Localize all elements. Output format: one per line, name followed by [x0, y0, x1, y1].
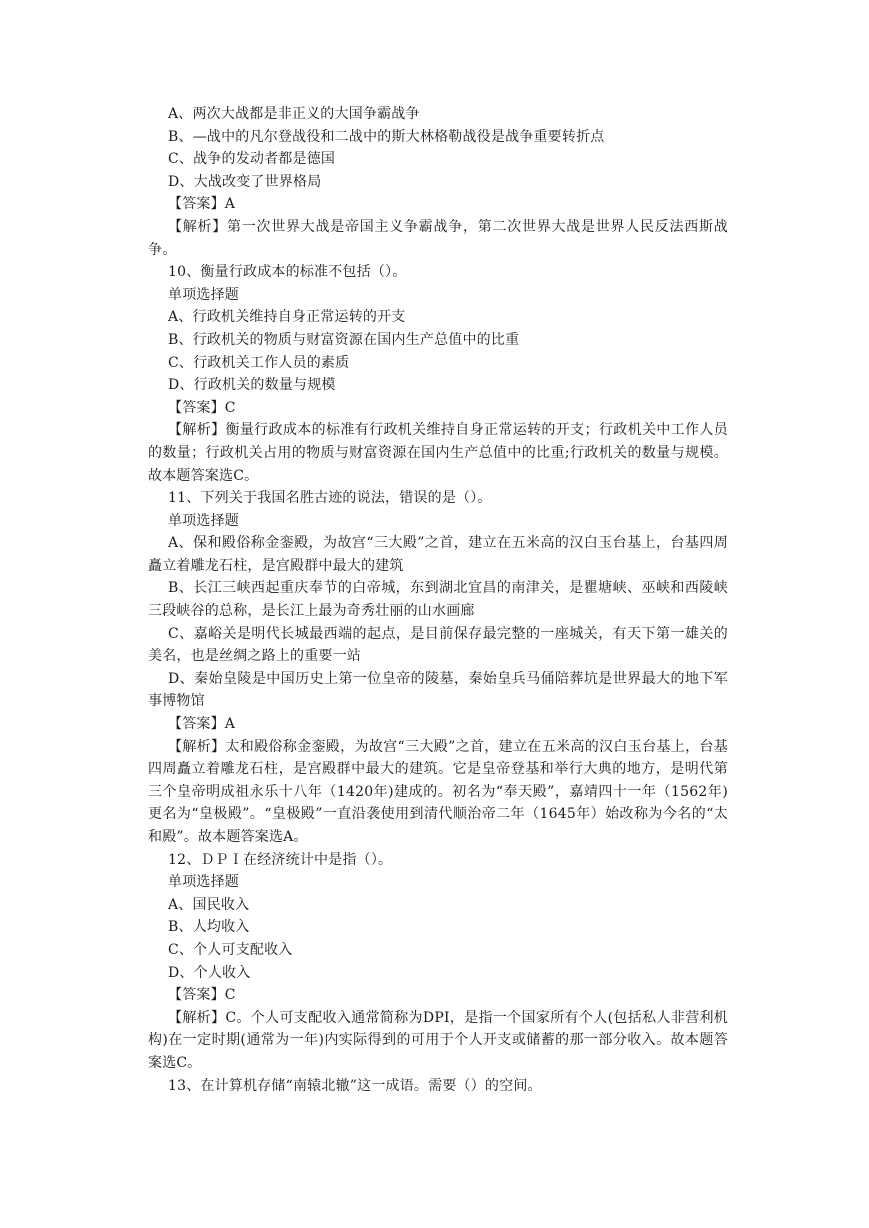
page-content — [148, 103, 728, 1097]
option-c: C、战争的发动者都是德国 — [168, 151, 336, 168]
question-9-block — [148, 103, 728, 261]
option-b: B、人均收入 — [168, 919, 250, 936]
answer: 【答案】A — [168, 716, 236, 733]
question-13-block — [148, 1075, 728, 1098]
question-text: 13、在计算机存储“南辕北辙”这一成语。需要（）的空间。 — [168, 1077, 542, 1094]
option-d: D、行政机关的数量与规模 — [168, 377, 336, 394]
question-text: 10、衡量行政成本的标准不包括（）。 — [168, 264, 407, 281]
option-a: A、行政机关维持自身正常运转的开支 — [168, 309, 406, 326]
analysis: 【解析】C。个人可支配收入通常简称为DPI，是指一个国家所有个人(包括私人非营利机构)在一定时期(通常为一年)内实际得到的可用于个人开支或储蓄的那一部分收入。故本题答案选C。 — [148, 1009, 728, 1071]
answer: 【答案】C — [168, 399, 236, 416]
question-text: 12、ＤＰＩ在经济统计中是指（）。 — [168, 851, 393, 868]
option-a: A、国民收入 — [168, 896, 250, 913]
option-c: C、嘉峪关是明代长城最西端的起点，是目前保存最完整的一座城关，有天下第一雄关的美名，也是丝绸之路上的重要一站 — [148, 625, 728, 665]
option-d: D、大战改变了世界格局 — [168, 173, 322, 190]
option-a: A、保和殿俗称金銮殿，为故宫“三大殿”之首，建立在五米高的汉白玉台基上，台基四周矗立着雕龙石柱，是宫殿群中最大的建筑 — [148, 535, 728, 574]
option-d: D、个人收入 — [168, 964, 251, 981]
question-11-block — [148, 487, 728, 849]
analysis: 【解析】第一次世界大战是帝国主义争霸战争，第二次世界大战是世界人民反法西斯战争。 — [148, 218, 728, 258]
option-c: C、个人可支配收入 — [168, 941, 293, 958]
answer: 【答案】A — [168, 196, 236, 213]
analysis: 【解析】太和殿俗称金銮殿，为故宫“三大殿”之首，建立在五米高的汉白玉台基上，台基四周矗立着雕龙石柱，是宫殿群中最大的建筑。它是皇帝登基和举行大典的地方，是明代第三个皇帝明成祖永乐十八年（1420年)建成的。初名为“奉天殿”，嘉靖四十一年（1562年)更名为“皇极殿”。“皇极殿”一直沿袭使用到清代顺治帝二年（1645年）始改称为今名的“太和殿”。故本题答案选A。 — [148, 738, 728, 845]
option-b: B、长江三峡西起重庆奉节的白帝城，东到湖北宜昌的南津关，是瞿塘峡、巫峡和西陵峡三段峡谷的总称，是长江上最为奇秀壮丽的山水画廊 — [148, 580, 728, 620]
question-type: 单项选择题 — [168, 512, 239, 529]
option-d: D、秦始皇陵是中国历史上第一位皇帝的陵墓，秦始皇兵马俑陪葬坑是世界最大的地下军事博物馆 — [148, 670, 728, 710]
option-a: A、两次大战都是非正义的大国争霸战争 — [168, 106, 420, 122]
question-12-block — [148, 849, 728, 1075]
question-type: 单项选择题 — [168, 874, 239, 891]
question-type: 单项选择题 — [168, 286, 239, 303]
analysis: 【解析】衡量行政成本的标准有行政机关维持自身正常运转的开支；行政机关中工作人员的数量；行政机关占用的物质与财富资源在国内生产总值中的比重;行政机关的数量与规模。故本题答案选C。 — [148, 422, 728, 484]
answer: 【答案】C — [168, 987, 236, 1004]
question-text: 11、下列关于我国名胜古迹的说法，错误的是（）。 — [168, 490, 492, 507]
option-b: B、—战中的凡尔登战役和二战中的斯大林格勒战役是战争重要转折点 — [168, 128, 605, 145]
option-b: B、行政机关的物质与财富资源在国内生产总值中的比重 — [168, 331, 520, 348]
option-c: C、行政机关工作人员的素质 — [168, 354, 350, 371]
question-10-block — [148, 261, 728, 487]
